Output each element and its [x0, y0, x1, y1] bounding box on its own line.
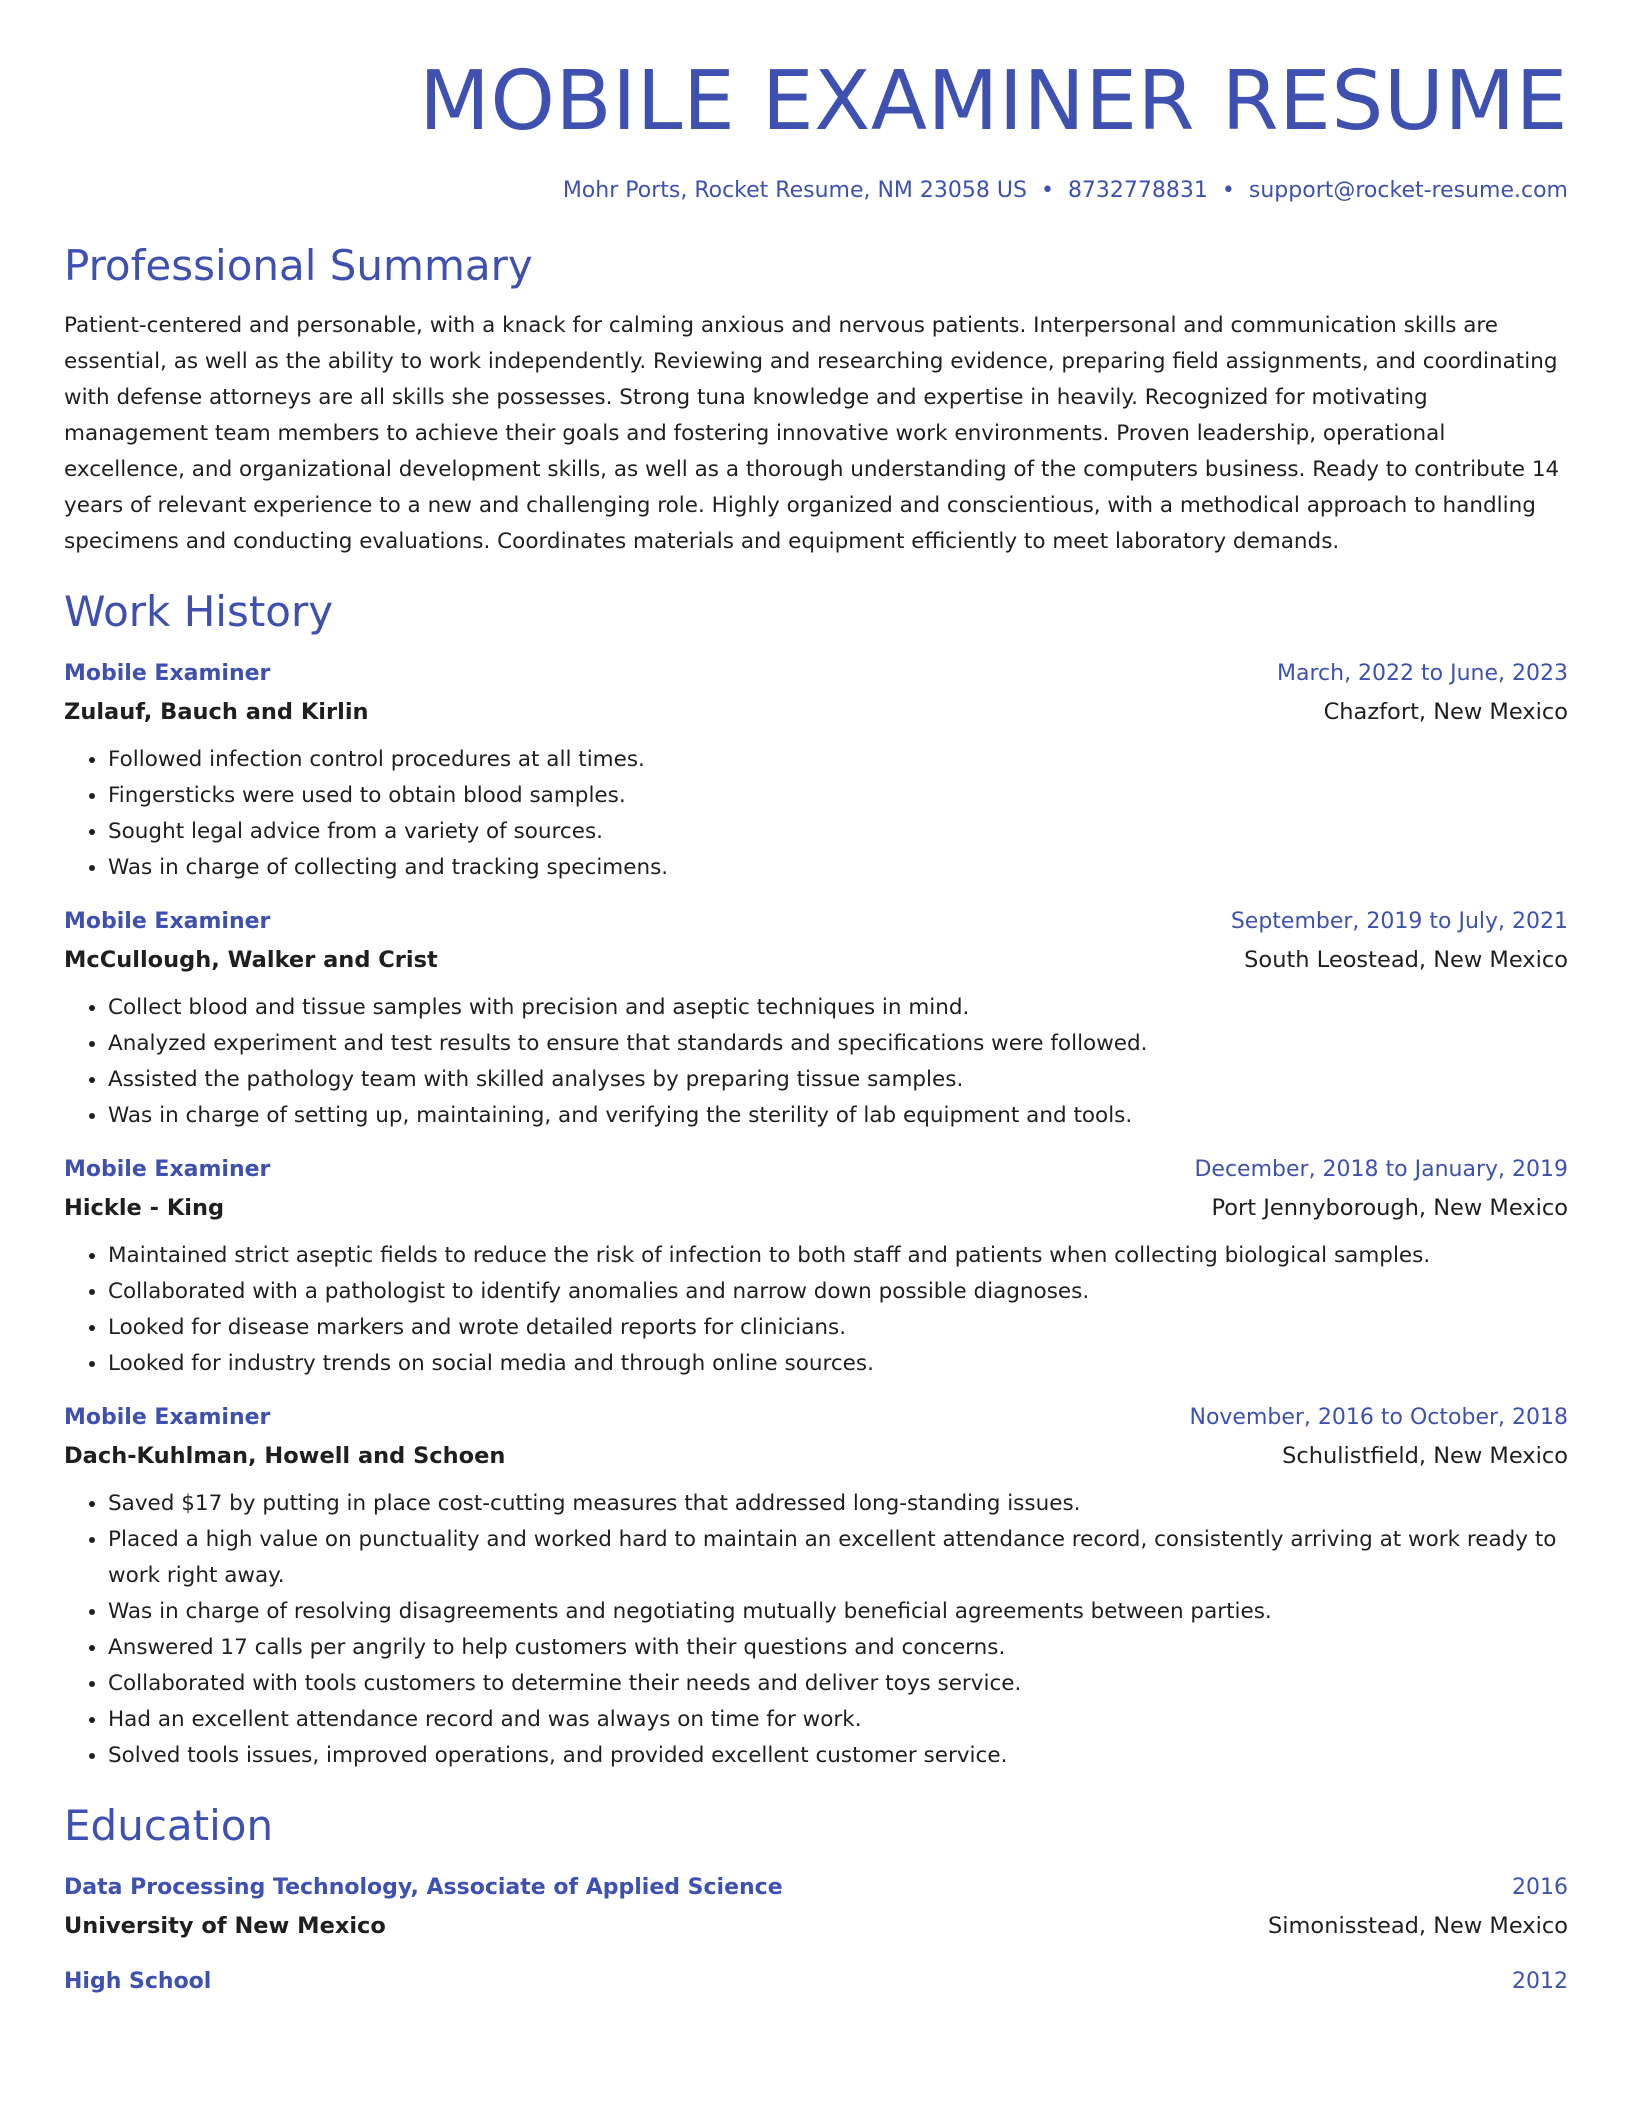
job-location: Schulistfield, New Mexico	[1282, 1443, 1568, 1469]
job-bullet: • Was in charge of resolving disagreements and negotiating mutually beneficial agreements between parties.	[108, 1594, 1568, 1630]
work-history-heading: Work History	[64, 587, 334, 636]
job-bullet: • Placed a high value on punctuality and worked hard to maintain an excellent attendance record, consistently arriving at work ready to work right away.	[108, 1522, 1568, 1594]
job-location: South Leostead, New Mexico	[1244, 947, 1568, 973]
job-bullets	[64, 1486, 1568, 1774]
job-bullet: • Answered 17 calls per angrily to help customers with their questions and concerns.	[108, 1630, 1568, 1666]
job-bullet: • Looked for disease markers and wrote detailed reports for clinicians.	[108, 1310, 1568, 1346]
job-title: Mobile Examiner	[64, 1405, 271, 1430]
summary-text: Patient-centered and personable, with a knack for calming anxious and nervous patients. Interpersonal and communication skills are essential, as well as the ability to work independently. Reviewing and researching evidence, preparing field assignments, and coordinating with defense attorneys are all skills she possesses. Strong tuna knowledge and expertise in heavily. Recognized for motivating management team members to achieve their goals and fostering innovative work environments. Proven leadership, operational excellence, and organizational development skills, as well as a thorough understanding of the computers business. Ready to contribute 14 years of relevant experience to a new and challenging role. Highly organized and conscientious, with a methodical approach to handling specimens and conducting evaluations. Coordinates materials and equipment efficiently to meet laboratory demands.	[64, 313, 1560, 554]
resume-title: MOBILE EXAMINER RESUME	[419, 54, 1568, 149]
education-year: 2016	[1512, 1875, 1568, 1900]
education-heading: Education	[64, 1801, 274, 1850]
job-location: Chazfort, New Mexico	[1323, 699, 1568, 725]
job-dates: December, 2018 to January, 2019	[1194, 1157, 1568, 1182]
job-bullet: • Solved tools issues, improved operations, and provided excellent customer service.	[108, 1738, 1568, 1774]
job-bullets	[64, 990, 1568, 1134]
education-degree: High School	[64, 1969, 212, 1994]
job-title: Mobile Examiner	[64, 661, 271, 686]
education-entry	[64, 1966, 1568, 1998]
job-bullet: • Was in charge of collecting and tracking specimens.	[108, 850, 1568, 886]
contact-line	[64, 176, 1568, 206]
contact-email: support@rocket-resume.com	[1248, 178, 1568, 203]
job-company: McCullough, Walker and Crist	[64, 947, 438, 973]
job-company: Hickle - King	[64, 1195, 225, 1221]
job-title: Mobile Examiner	[64, 1157, 271, 1182]
job-bullet: • Had an excellent attendance record and was always on time for work.	[108, 1702, 1568, 1738]
job-dates: September, 2019 to July, 2021	[1230, 909, 1568, 934]
job-dates: November, 2016 to October, 2018	[1189, 1405, 1568, 1430]
job-location: Port Jennyborough, New Mexico	[1211, 1195, 1568, 1221]
job-bullet: • Maintained strict aseptic fields to reduce the risk of infection to both staff and patients when collecting biological samples.	[108, 1238, 1568, 1274]
job-entry	[64, 658, 1568, 886]
summary-heading: Professional Summary	[64, 241, 533, 290]
education-location: Simonisstead, New Mexico	[1267, 1913, 1568, 1939]
job-company: Zulauf, Bauch and Kirlin	[64, 699, 369, 725]
job-entry	[64, 906, 1568, 1134]
job-bullet: • Collaborated with tools customers to determine their needs and deliver toys service.	[108, 1666, 1568, 1702]
job-bullet: • Assisted the pathology team with skilled analyses by preparing tissue samples.	[108, 1062, 1568, 1098]
contact-address: Mohr Ports, Rocket Resume, NM 23058 US	[562, 178, 1027, 203]
job-bullets	[64, 742, 1568, 886]
job-bullet: • Saved $17 by putting in place cost-cutting measures that addressed long-standing issues.	[108, 1486, 1568, 1522]
job-bullet: • Sought legal advice from a variety of sources.	[108, 814, 1568, 850]
job-bullets	[64, 1238, 1568, 1382]
job-bullet: • Looked for industry trends on social media and through online sources.	[108, 1346, 1568, 1382]
separator-dot: •	[1040, 178, 1054, 203]
separator-dot: •	[1221, 178, 1235, 203]
job-entry	[64, 1402, 1568, 1774]
job-bullet: • Collect blood and tissue samples with precision and aseptic techniques in mind.	[108, 990, 1568, 1026]
contact-phone: 8732778831	[1067, 178, 1208, 203]
job-bullet: • Analyzed experiment and test results to ensure that standards and specifications were followed.	[108, 1026, 1568, 1062]
job-title: Mobile Examiner	[64, 909, 271, 934]
education-school: University of New Mexico	[64, 1913, 386, 1939]
job-dates: March, 2022 to June, 2023	[1277, 661, 1568, 686]
job-bullet: • Was in charge of setting up, maintaining, and verifying the sterility of lab equipment and tools.	[108, 1098, 1568, 1134]
job-bullet: • Fingersticks were used to obtain blood samples.	[108, 778, 1568, 814]
job-entry	[64, 1154, 1568, 1382]
education-degree: Data Processing Technology, Associate of Applied Science	[64, 1875, 783, 1900]
job-bullet: • Followed infection control procedures at all times.	[108, 742, 1568, 778]
job-company: Dach-Kuhlman, Howell and Schoen	[64, 1443, 506, 1469]
education-entry	[64, 1872, 1568, 1942]
job-bullet: • Collaborated with a pathologist to identify anomalies and narrow down possible diagnoses.	[108, 1274, 1568, 1310]
education-year: 2012	[1512, 1969, 1568, 1994]
